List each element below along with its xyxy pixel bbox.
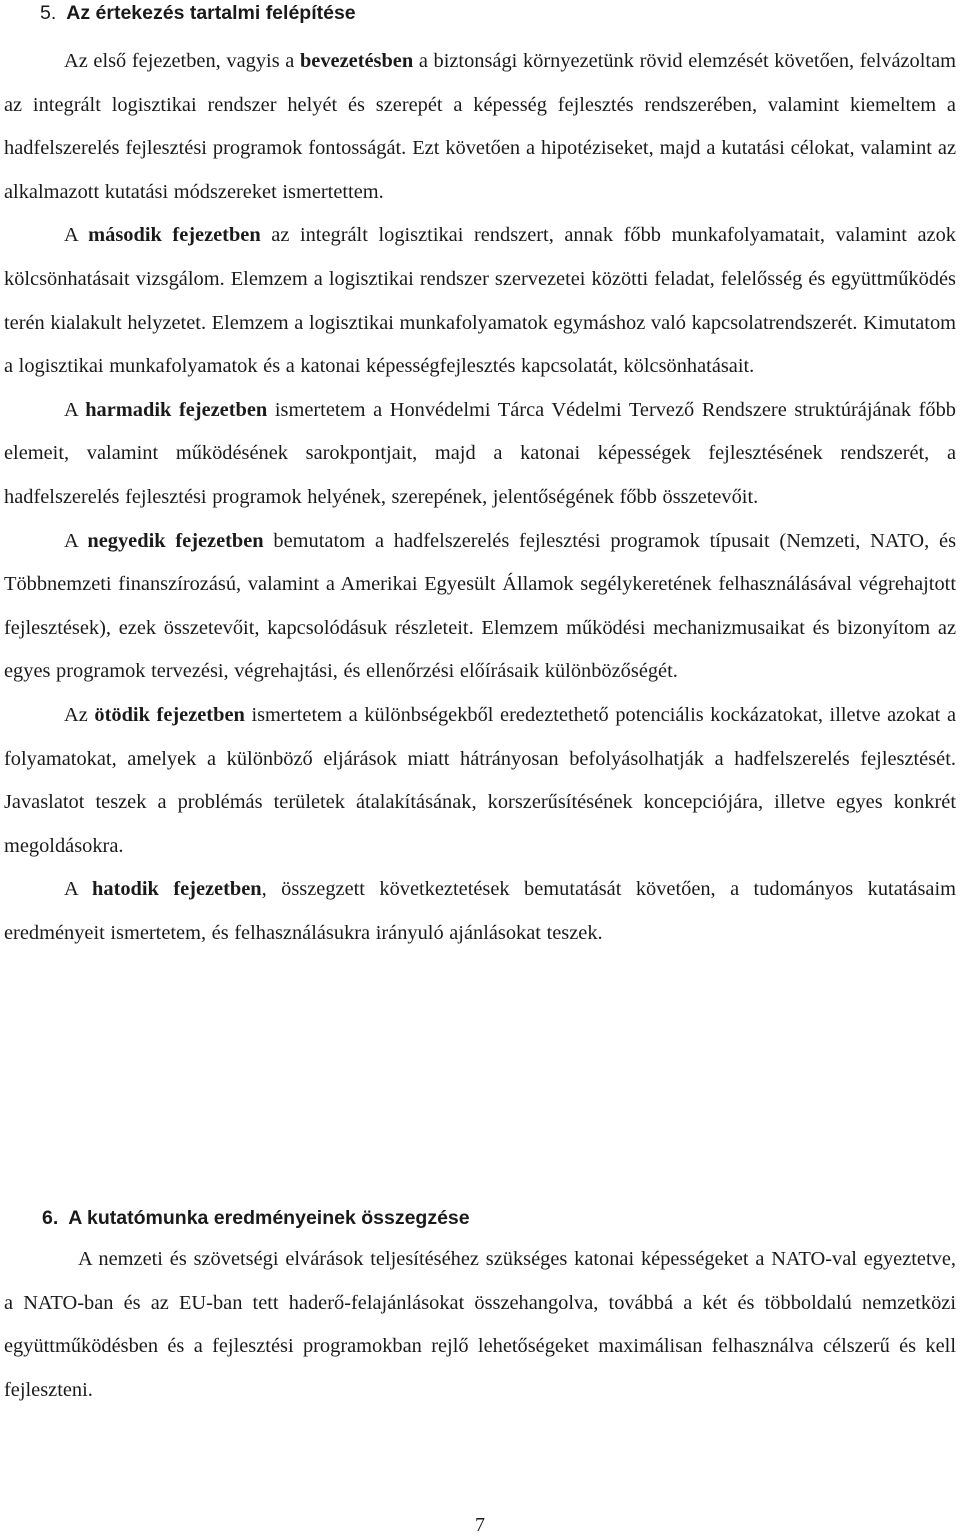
paragraph-text: Az — [64, 703, 95, 726]
paragraph-fifth-chapter — [4, 694, 956, 868]
paragraph-text: Az első fejezetben, vagyis a — [64, 50, 300, 72]
paragraph-emphasis: második fejezetben — [88, 224, 261, 247]
paragraph-text: az integrált logisztikai rendszert, annak főbb munkafolyamatait, valamint azok kölcsönhatásait vizsgálom. Elemzem a logisztikai rendszer szervezetei közötti feladat, felelősség és együttműködés terén kialakult helyzetet. Elemzem a logisztikai munkafolyamatok egymáshoz való kapcsolatrendszerét. Kimutatom a logisztikai munkafolyamatok és a katonai képességfejlesztés kapcsolatát, kölcsönhatásait. — [4, 224, 956, 378]
paragraph-summary: A nemzeti és szövetségi elvárások teljesítéséhez szükséges katonai képességeket a NATO-val egyeztetve, a NATO-ban és az EU-ban tett haderő-felajánlásokat összehangolva, továbbá a két és többoldalú nemzetközi együttműködésben és a fejlesztési programokban rejlő lehetőségeket maximálisan felhasználva célszerű és kell fejleszteni. — [4, 1248, 956, 1401]
paragraph-emphasis: bevezetésben — [299, 50, 414, 72]
section-6-heading — [42, 1205, 470, 1231]
paragraph-intro-chapter — [4, 40, 956, 214]
paragraph-third-chapter — [4, 389, 956, 520]
section-6-body — [4, 1238, 956, 1412]
paragraph-emphasis: negyedik fejezetben — [87, 529, 264, 552]
section-5-title: Az értekezés tartalmi felépítése — [66, 2, 356, 24]
paragraph-emphasis: harmadik fejezetben — [85, 398, 268, 421]
paragraph-text: A — [64, 398, 86, 421]
section-5-number: 5. — [40, 2, 57, 24]
page-number: 7 — [475, 1514, 485, 1536]
paragraph-text: bemutatom a hadfelszerelés fejlesztési programok típusait (Nemzeti, NATO, és Többnemzeti finanszírozású, valamint a Amerikai Egyesült Államok segélykeretének felhasználásával végrehajtott fejlesztések), ezek összetevőit, kapcsolódásuk részleteit. Elemzem működési mechanizmusaikat és bizonyítom az egyes programok tervezési, végrehajtási, és ellenőrzési előírásaik különbözőségét. — [4, 529, 957, 683]
paragraph-text: ismertetem a Honvédelmi Tárca Védelmi Tervező Rendszere struktúrájának főbb elemeit, valamint működésének sarokpontjait, majd a katonai képességek fejlesztésének rendszerét, a hadfelszerelés fejlesztési programok helyének, szerepének, jelentőségének főbb összetevőit. — [4, 398, 956, 508]
section-6-title: A kutatómunka eredményeinek összegzése — [68, 1207, 470, 1229]
section-5-heading — [40, 0, 356, 26]
paragraph-text: A — [64, 878, 93, 901]
section-5-body — [4, 40, 956, 955]
paragraph-text: a biztonsági környezetünk rövid elemzését követően, felvázoltam az integrált logisztikai rendszer helyét és szerepét a képesség fejlesztés rendszerében, valamint kiemeltem a hadfelszerelés fejlesztési programok fontosságát. Ezt követően a hipotéziseket, majd a kutatási célokat, valamint az alkalmazott kutatási módszereket ismertettem. — [4, 50, 956, 203]
paragraph-text: A — [64, 224, 89, 247]
paragraph-fourth-chapter — [4, 520, 956, 694]
paragraph-text: ismertetem a különbségekből eredeztethető potenciális kockázatokat, illetve azokat a folyamatokat, amelyek a különböző eljárások miatt hátrányosan befolyásolhatják a hadfelszerelés fejlesztését. Javaslatot teszek a problémás területek átalakításának, korszerűsítésének koncepciójára, illetve egyes konkrét megoldásokra. — [4, 703, 956, 857]
paragraph-emphasis: ötödik fejezetben — [94, 703, 245, 726]
paragraph-sixth-chapter — [4, 868, 956, 955]
paragraph-text: A — [64, 529, 88, 552]
paragraph-second-chapter — [4, 214, 956, 388]
paragraph-emphasis: hatodik fejezetben — [92, 878, 262, 901]
paragraph-text: , összegzett következtetések bemutatását követően, a tudományos kutatásaim eredményeit ismertetem, és felhasználásukra irányuló ajánlásokat teszek. — [4, 878, 956, 944]
section-6-number: 6. — [42, 1207, 59, 1229]
